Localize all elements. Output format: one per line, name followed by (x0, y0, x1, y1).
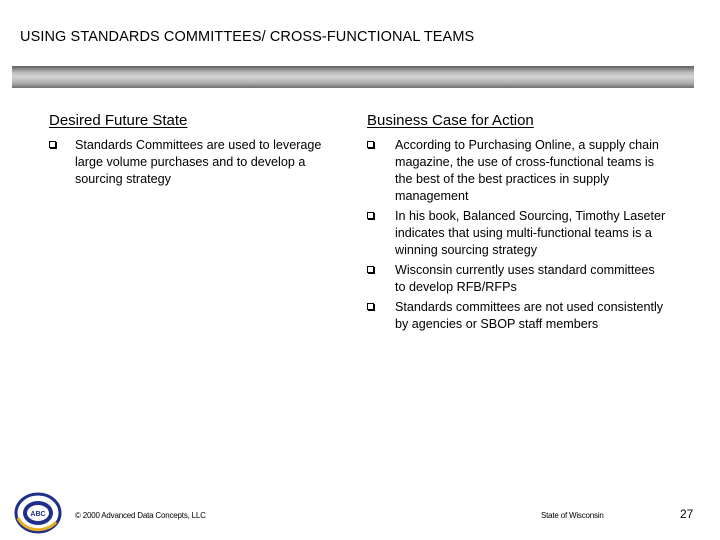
square-bullet-icon (367, 212, 374, 219)
slide-title: USING STANDARDS COMMITTEES/ CROSS-FUNCTIONAL TEAMS (20, 29, 475, 45)
square-bullet-icon (367, 303, 374, 310)
list-item (367, 208, 667, 259)
square-bullet-icon (49, 141, 56, 148)
copyright-text: © 2000 Advanced Data Concepts, LLC (75, 511, 206, 520)
desired-future-state-section (49, 112, 339, 191)
desired-future-state-list (49, 137, 339, 188)
bullet-text: Wisconsin currently uses standard committees to develop RFB/RFPs (395, 263, 655, 294)
list-item (367, 137, 667, 205)
business-case-list (367, 137, 667, 333)
bullet-text: In his book, Balanced Sourcing, Timothy Laseter indicates that using multi-functional teams is a winning sourcing strategy (395, 209, 666, 257)
organization-text: State of Wisconsin (541, 511, 604, 520)
bullet-text: According to Purchasing Online, a supply chain magazine, the use of cross-functional teams is the best of the best practices in supply management (395, 138, 659, 203)
page-number: 27 (680, 507, 694, 521)
desired-future-state-heading: Desired Future State (49, 112, 188, 129)
square-bullet-icon (367, 266, 374, 273)
list-item (367, 299, 667, 333)
business-case-heading: Business Case for Action (367, 112, 534, 129)
list-item (49, 137, 339, 188)
business-case-section (367, 112, 667, 336)
logo-text: ABC (30, 511, 46, 518)
bullet-text: Standards committees are not used consistently by agencies or SBOP staff members (395, 300, 664, 331)
title-divider-bar (12, 66, 694, 88)
bullet-text: Standards Committees are used to leverage large volume purchases and to develop a sourcing strategy (75, 138, 322, 186)
square-bullet-icon (367, 141, 374, 148)
adc-logo (12, 492, 62, 534)
list-item (367, 262, 667, 296)
